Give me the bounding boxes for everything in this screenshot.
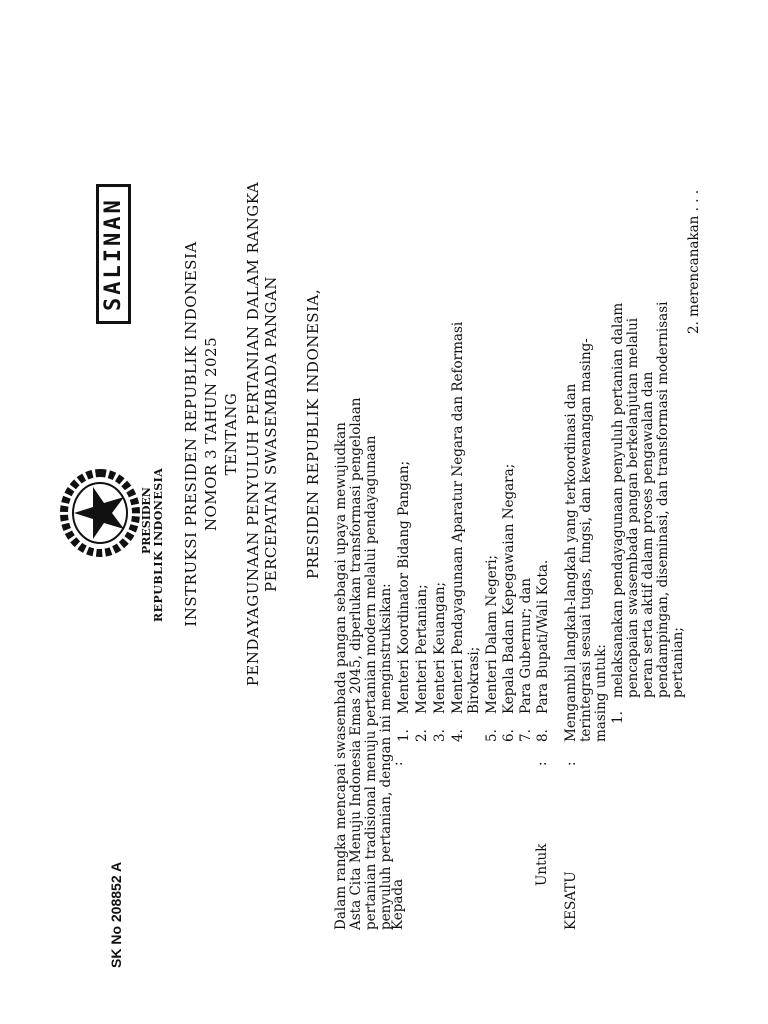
title-line5: PERCEPATAN SWASEMBADA PANGAN [262,276,280,592]
letterhead-line2: REPUBLIK INDONESIA [152,467,165,622]
kepada-item-1: Menteri Koordinator Bidang Pangan; [396,460,412,714]
kesatu-sub-line5: pertanian; [670,627,686,698]
kesatu-sub-line2: pencapaian swasembada pangan berkelanjutan melalui [625,317,641,698]
untuk-colon: : [534,761,550,766]
kesatu-sub-line3: peran serta aktif dalam proses pengawalan dan [640,371,656,698]
kepada-item-7: Para Gubernur; dan [518,578,534,714]
kepada-num-3: 3. [432,729,448,742]
kesatu-sub-line4: pendampingan, diseminasi, dan transformasi modernisasi [655,301,671,698]
kesatu-sub-num: 1. [610,711,626,724]
kepada-item-8: Para Bupati/Wali Kota. [535,559,551,714]
title-line1: INSTRUKSI PRESIDEN REPUBLIK INDONESIA [182,241,200,627]
kepada-num-5: 5. [484,729,500,742]
kepada-num-6: 6. [501,729,517,742]
kepada-num-1: 1. [396,729,412,742]
kesatu-line3: masing untuk: [593,644,609,742]
kesatu-sub-line1: melaksanakan pendayagunaan penyuluh pertanian dalam [610,302,626,698]
garuda-emblem-icon [58,448,142,578]
kesatu-line1: Mengambil langkah-langkah yang terkoordinasi dan [563,383,579,742]
preamble-line3: pertanian tradisional menuju pertanian modern melalui pendayagunaan [363,435,379,930]
preamble-line4: penyuluh pertanian, dengan ini menginstruksikan: [378,583,394,930]
preamble-line1: Dalam rangka mencapai swasembada pangan sebagai upaya mewujudkan [333,422,349,930]
kepada-item-2: Menteri Pertanian; [414,584,430,714]
kepada-item-4: Menteri Pendayagunaan Aparatur Negara dan Reformasi [450,321,466,714]
kesatu-line2: terintegrasi sesuai tugas, fungsi, dan kewenangan masing- [578,338,594,742]
kepada-num-8: 8. [535,729,551,742]
kesatu-label: KESATU [563,871,579,930]
kepada-item-3: Menteri Keuangan; [432,581,448,714]
kepada-num-4: 4. [450,729,466,742]
salinan-stamp: SALINAN [96,184,131,324]
kepada-num-7: 7. [518,729,534,742]
kepada-label: Kepada [390,878,406,930]
title-line3: TENTANG [222,392,240,476]
title-line2: NOMOR 3 TAHUN 2025 [202,336,220,532]
letterhead-line1: PRESIDEN [140,487,153,554]
title-line4: PENDAYAGUNAAN PENYULUH PERTANIAN DALAM RANGKA [244,181,262,687]
kepada-item-5: Menteri Dalam Negeri; [484,554,500,714]
continuation-text: 2. merencanakan . . . [686,189,702,334]
preamble-line2: Asta Cita Menuju Indonesia Emas 2045, diperlukan transformasi pengelolaan [348,397,364,930]
title-line6: PRESIDEN REPUBLIK INDONESIA, [304,288,322,580]
kesatu-colon: : [563,761,579,766]
serial-number: SK No 208852 A [108,861,124,968]
untuk-label: Untuk [534,843,550,886]
kepada-item-6: Kepala Badan Kepegawaian Negara; [501,463,517,714]
kepada-item-4-cont: Birokrasi; [466,646,482,714]
kepada-colon: : [390,761,406,766]
kepada-num-2: 2. [414,729,430,742]
